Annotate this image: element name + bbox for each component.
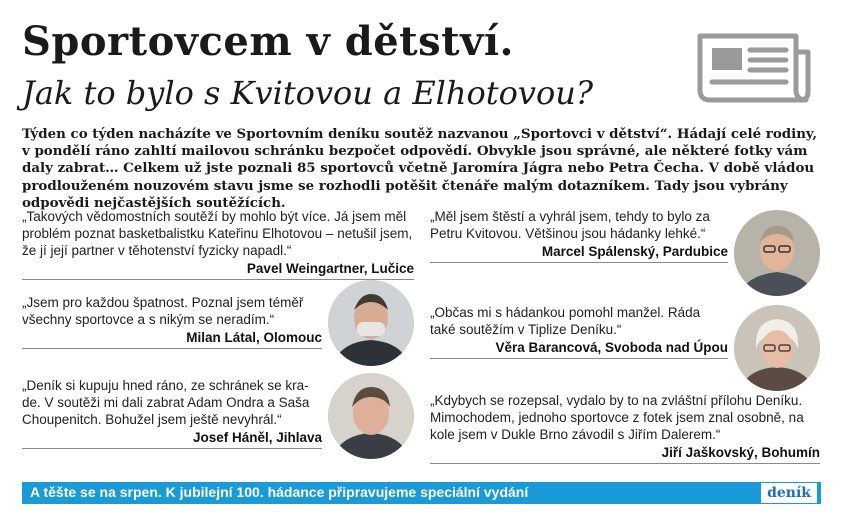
portrait-photo-vera — [734, 305, 820, 391]
divider — [22, 348, 322, 349]
page-subtitle: Jak to bylo s Kvitovou a Elhotovou? — [22, 74, 594, 112]
newspaper-icon — [688, 22, 816, 110]
quote-text: „Takových vědomostních soutěží by mohlo být více. Já jsem měl problém poznat basketbalistku Kateřinu Elhotovou – netušil jsem, že jí její partner v těhotenství fyzicky napadl.“ — [22, 209, 413, 258]
quote-item — [430, 304, 728, 359]
divider — [430, 262, 728, 263]
quote-item — [22, 294, 322, 349]
quote-item — [22, 208, 414, 280]
quote-author: Pavel Weingartner, Lučice — [246, 261, 414, 276]
quote-author: Marcel Spálenský, Pardubice — [541, 244, 728, 259]
denik-logo: deník — [761, 483, 817, 503]
quote-item — [430, 208, 728, 263]
quote-text: „Občas mi s hádankou pomohl manžel. Ráda také soutěžím v Tiplize Deníku.“ — [430, 305, 701, 337]
quote-author: Milan Látal, Olomouc — [186, 330, 322, 345]
divider — [22, 448, 322, 449]
footer-text: A těšte se na srpen. K jubilejní 100. hádance připravujeme speciální vydání — [30, 484, 529, 500]
portrait-photo-josef — [328, 373, 414, 459]
quote-text: „Měl jsem štěstí a vyhrál jsem, tehdy to bylo za Petru Kvitovou. Většinou jsou hádanky lehké.“ — [430, 209, 710, 241]
quote-author: Josef Háněl, Jihlava — [192, 430, 322, 445]
quote-author: Jiří Jaškovský, Bohumín — [661, 445, 820, 460]
page-title: Sportovcem v dětství. — [22, 18, 514, 65]
quote-author: Věra Barancová, Svoboda nad Úpou — [495, 340, 728, 355]
quote-text: „Deník si kupuju hned ráno, ze schránek se krade. V soutěži mi dali zabrat Adam Ondra a Saša Choupenitch. Bohužel jsem ještě nevyhrál.“ — [22, 378, 310, 427]
footer-banner — [22, 482, 821, 504]
portrait-photo-milan — [328, 280, 414, 366]
quote-text: „Kdybych se rozepsal, vydalo by to na zvláštní přílohu Deníku. Mimochodem, jednoho sportovce z fotek jsem znal osobně, na kole jsem v Dukle Brno závodil s Jiřím Dalerem.“ — [430, 393, 804, 442]
quote-text: „Jsem pro každou špatnost. Poznal jsem téměř všechny sportovce a s nikým se neradím.“ — [22, 295, 304, 327]
quote-item — [22, 377, 322, 449]
quote-item — [430, 392, 820, 464]
divider — [430, 463, 820, 464]
portrait-photo-marcel — [734, 210, 820, 296]
divider — [22, 279, 414, 280]
divider — [430, 358, 728, 359]
intro-paragraph: Týden co týden nacházíte ve Sportovním deníku soutěž nazvanou „Sportovci v dětství“. Hádají celé rodiny, v pondělí ráno zahltí mailovou schránku bezpočet odpovědí. Obvykle jsou správné, ale některé fotky vám daly zabrat… Celkem už jste poznali 85 sportovců včetně Jaromíra Jágra nebo Petra Čecha. V době vládou prodlouženém nouzovém stavu jsme se rozhodli potěšit čtenáře malým dotazníkem. Tady jsou vybrány odpovědi nejčastějších soutěžících. — [22, 126, 818, 211]
